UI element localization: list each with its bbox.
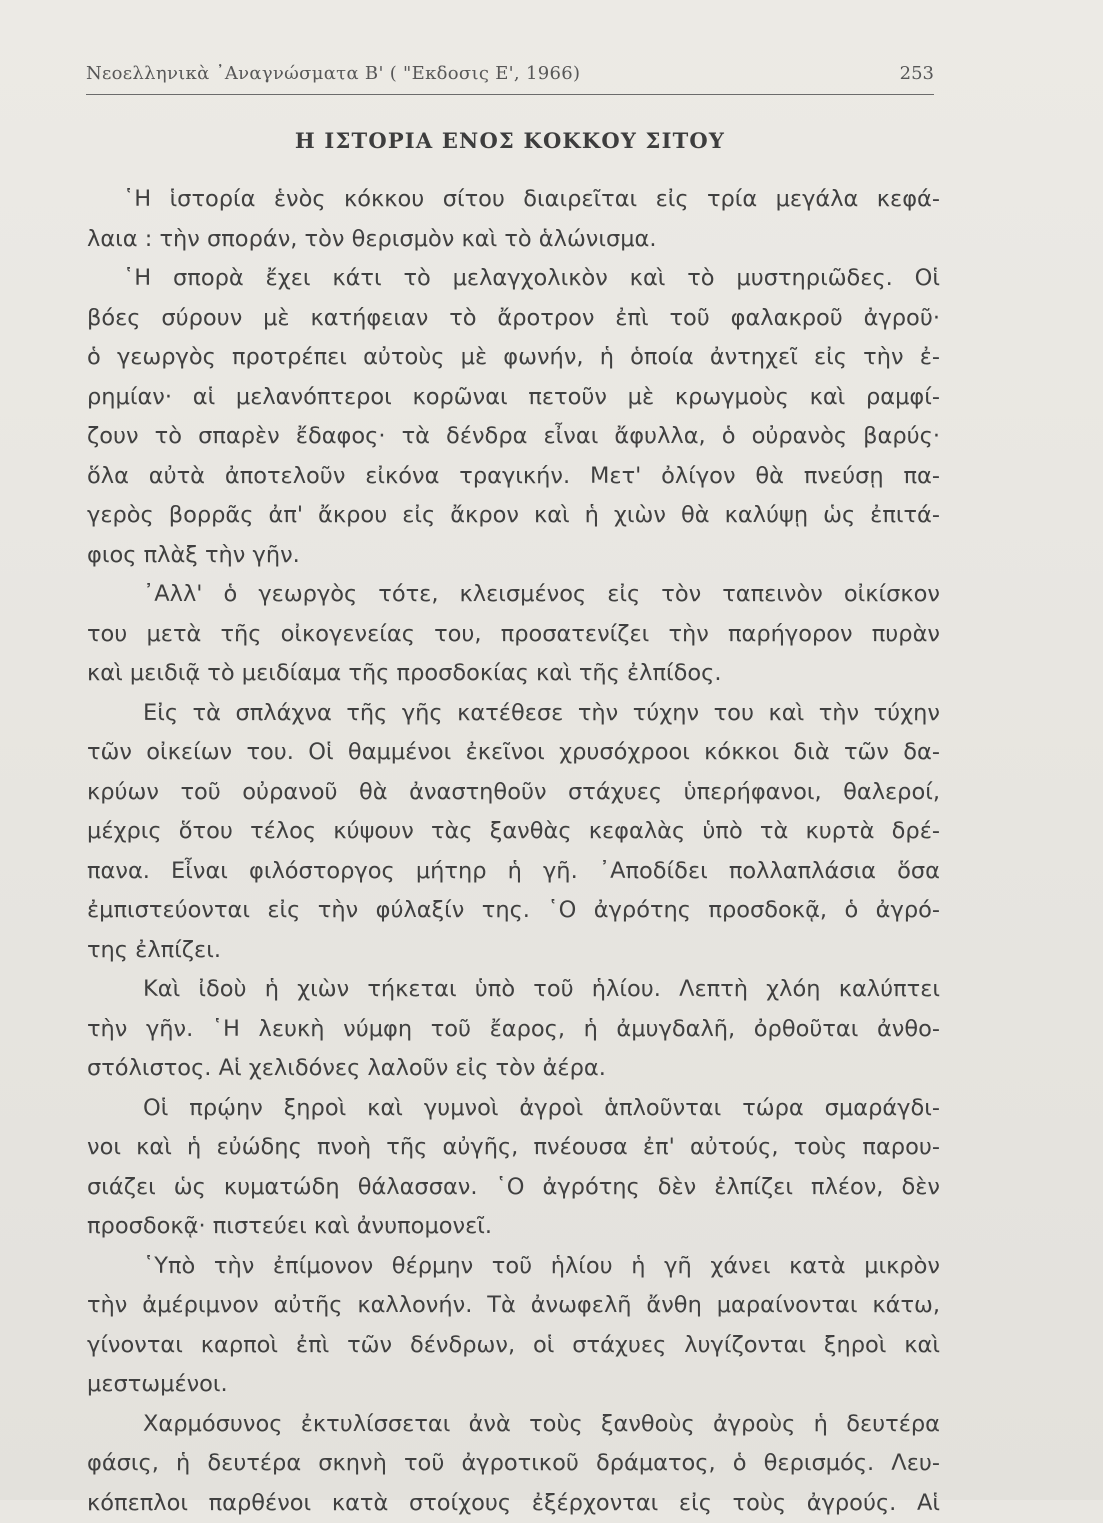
text-line: ὅλα αὐτὰ ἀποτελοῦν εἰκόνα τραγικήν. Μετ' ὀλίγον θὰ πνεύσῃ πα-	[87, 457, 940, 497]
text-line: ρημίαν· αἱ μελανόπτεροι κορῶναι πετοῦν μὲ κρωγμοὺς καὶ ραμφί-	[87, 378, 940, 418]
text-line: γερὸς βορρᾶς ἀπ' ἄκρου εἰς ἄκρον καὶ ἡ χιὼν θὰ καλύψῃ ὡς ἐπιτά-	[87, 496, 940, 536]
text-line: πανα. Εἶναι φιλόστοργος μήτηρ ἡ γῆ. ᾿Αποδίδει πολλαπλάσια ὅσα	[87, 852, 940, 892]
text-line: νοι καὶ ἡ εὐώδης πνοὴ τῆς αὐγῆς, πνέουσα ἐπ' αὐτούς, τοὺς παρου-	[87, 1128, 940, 1168]
text-line: μέχρις ὅτου τέλος κύψουν τὰς ξανθὰς κεφαλὰς ὑπὸ τὰ κυρτὰ δρέ-	[87, 812, 940, 852]
text-line: καὶ μειδιᾷ τὸ μειδίαμα τῆς προσδοκίας καὶ τῆς ἐλπίδος.	[87, 654, 940, 694]
chapter-title: Η ΙΣΤΟΡΙΑ ΕΝΟΣ ΚΟΚΚΟΥ ΣΙΤΟΥ	[86, 128, 934, 153]
text-line: του μετὰ τῆς οἰκογενείας του, προσατενίζει τὴν παρήγορον πυρὰν	[87, 615, 940, 655]
text-line: Καὶ ἰδοὺ ἡ χιὼν τήκεται ὑπὸ τοῦ ἡλίου. Λεπτὴ χλόη καλύπτει	[87, 970, 940, 1010]
text-line: της ἐλπίζει.	[87, 931, 940, 971]
page-number: 253	[900, 63, 934, 84]
text-line: Χαρμόσυνος ἐκτυλίσσεται ἀνὰ τοὺς ξανθοὺς ἀγροὺς ἡ δευτέρα	[87, 1405, 940, 1445]
text-line: ὁ γεωργὸς προτρέπει αὐτοὺς μὲ φωνήν, ἡ ὁποία ἀντηχεῖ εἰς τὴν ἐ-	[87, 338, 940, 378]
text-line: γίνονται καρποὶ ἐπὶ τῶν δένδρων, οἱ στάχυες λυγίζονται ξηροὶ καὶ	[87, 1326, 940, 1366]
paragraph-5	[87, 970, 940, 1089]
text-line: φιος πλὰξ τὴν γῆν.	[87, 536, 940, 576]
paragraph-4	[87, 694, 940, 971]
text-line: φάσις, ἡ δευτέρα σκηνὴ τοῦ ἀγροτικοῦ δράματος, ὁ θερισμός. Λευ-	[87, 1444, 940, 1484]
text-line: ζουν τὸ σπαρὲν ἔδαφος· τὰ δένδρα εἶναι ἄφυλλα, ὁ οὐρανὸς βαρύς·	[87, 417, 940, 457]
text-line: Οἱ πρῴην ξηροὶ καὶ γυμνοὶ ἀγροὶ ἁπλοῦνται τώρα σμαράγδι-	[87, 1089, 940, 1129]
body-text	[87, 180, 940, 1523]
running-title: Νεοελληνικὰ ᾿Αναγνώσματα Β' ( "Εκδοσις Ε', 1966)	[86, 63, 580, 84]
text-line: προσδοκᾷ· πιστεύει καὶ ἀνυπομονεῖ.	[87, 1207, 940, 1247]
text-line: ῾Η σπορὰ ἔχει κάτι τὸ μελαγχολικὸν καὶ τὸ μυστηριῶδες. Οἱ	[87, 259, 940, 299]
text-line: ἐμπιστεύονται εἰς τὴν φύλαξίν της. ῾Ο ἀγρότης προσδοκᾷ, ὁ ἀγρό-	[87, 891, 940, 931]
text-line: τὴν γῆν. ῾Η λευκὴ νύμφη τοῦ ἔαρος, ἡ ἀμυγδαλῆ, ὀρθοῦται ἀνθο-	[87, 1010, 940, 1050]
text-line: ῾Η ἱστορία ἑνὸς κόκκου σίτου διαιρεῖται εἰς τρία μεγάλα κεφά-	[87, 180, 940, 220]
text-line: τὴν ἀμέριμνον αὐτῆς καλλονήν. Τὰ ἀνωφελῆ ἄνθη μαραίνονται κάτω,	[87, 1286, 940, 1326]
text-line: ᾿Αλλ' ὁ γεωργὸς τότε, κλεισμένος εἰς τὸν ταπεινὸν οἰκίσκον	[87, 575, 940, 615]
text-line: κρύων τοῦ οὐρανοῦ θὰ ἀναστηθοῦν στάχυες ὑπερήφανοι, θαλεροί,	[87, 773, 940, 813]
paragraph-8	[87, 1405, 940, 1523]
text-line: στόλιστος. Αἱ χελιδόνες λαλοῦν εἰς τὸν ἀέρα.	[87, 1049, 940, 1089]
paragraph-1	[87, 180, 940, 259]
paragraph-2	[87, 259, 940, 575]
text-line: Εἰς τὰ σπλάχνα τῆς γῆς κατέθεσε τὴν τύχην του καὶ τὴν τύχην	[87, 694, 940, 734]
text-line: σιάζει ὡς κυματώδη θάλασσαν. ῾Ο ἀγρότης δὲν ἐλπίζει πλέον, δὲν	[87, 1168, 940, 1208]
paragraph-7	[87, 1247, 940, 1405]
running-header	[86, 60, 934, 95]
text-line: ῾Υπὸ τὴν ἐπίμονον θέρμην τοῦ ἡλίου ἡ γῆ χάνει κατὰ μικρὸν	[87, 1247, 940, 1287]
text-line: βόες σύρουν μὲ κατήφειαν τὸ ἄροτρον ἐπὶ τοῦ φαλακροῦ ἀγροῦ·	[87, 299, 940, 339]
text-line: τῶν οἰκείων του. Οἱ θαμμένοι ἐκεῖνοι χρυσόχροοι κόκκοι διὰ τῶν δα-	[87, 733, 940, 773]
paragraph-3	[87, 575, 940, 694]
text-line: λαια : τὴν σποράν, τὸν θερισμὸν καὶ τὸ ἁλώνισμα.	[87, 220, 940, 260]
text-line: κόπεπλοι παρθένοι κατὰ στοίχους ἐξέρχονται εἰς τοὺς ἀγρούς. Αἱ	[87, 1484, 940, 1523]
text-line: μεστωμένοι.	[87, 1365, 940, 1405]
paragraph-6	[87, 1089, 940, 1247]
